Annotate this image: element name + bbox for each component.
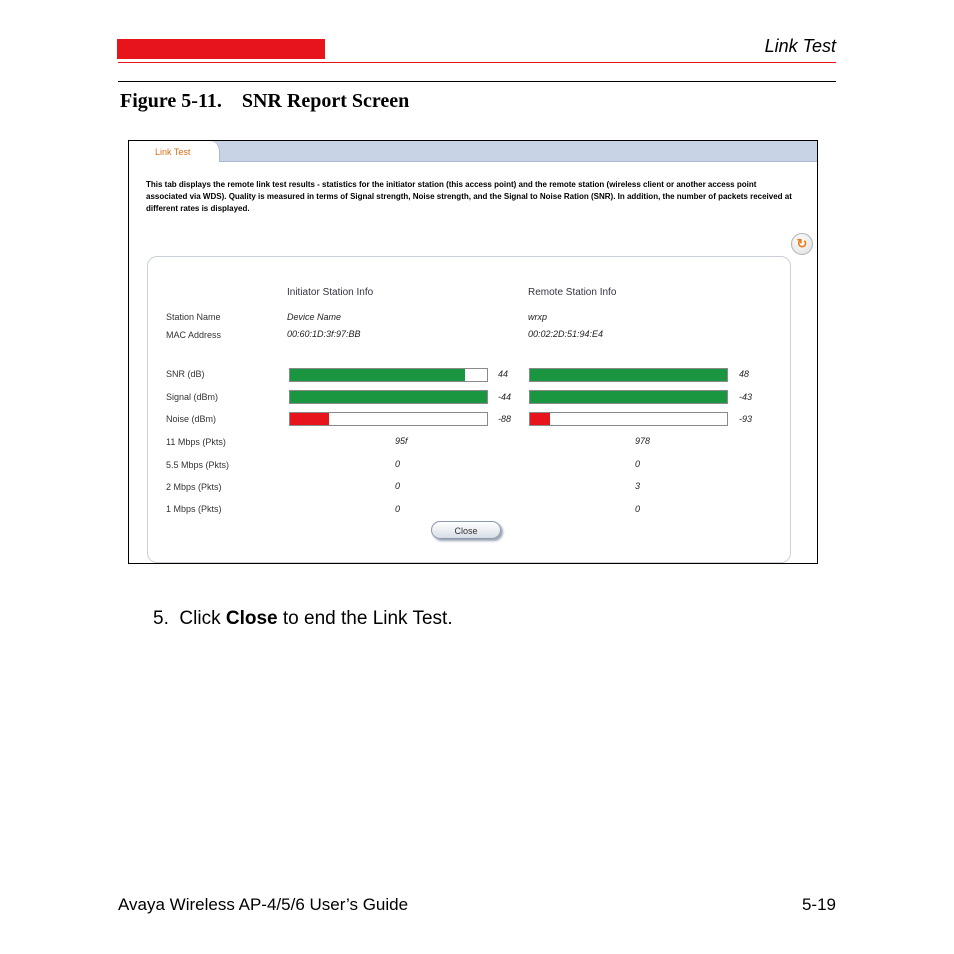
link-test-panel xyxy=(147,256,791,563)
initiator-noise-bar xyxy=(289,412,488,426)
label-rate-5-5: 5.5 Mbps (Pkts) xyxy=(166,460,230,470)
refresh-icon[interactable]: ↻ xyxy=(791,233,813,255)
remote-snr-value: 48 xyxy=(739,369,750,379)
label-rate-11: 11 Mbps (Pkts) xyxy=(166,437,226,447)
initiator-station-name: Device Name xyxy=(287,312,342,322)
step-text-bold: Close xyxy=(225,608,278,629)
remote-rate-5-5-count: 0 xyxy=(635,459,641,469)
label-station-name: Station Name xyxy=(166,312,221,322)
label-mac-address: MAC Address xyxy=(166,330,222,340)
initiator-mac-address: 00:60:1D:3f:97:BB xyxy=(287,329,361,339)
tab-description: This tab displays the remote link test results - statistics for the initiator station (this access point) and the remote station (wireless client or another access point associated via WDS). Quality is measured in terms of Signal strength, Noise strength, and the Signal to Noise Ration (SNR). In addition, the number of packets received at different rates is displayed. xyxy=(146,180,792,213)
header-black-rule xyxy=(118,81,836,82)
step-text-post: to end the Link Test. xyxy=(277,608,453,629)
remote-mac-address: 00:02:2D:51:94:E4 xyxy=(528,329,604,339)
initiator-noise-value: -88 xyxy=(498,414,512,424)
initiator-rate-11-count: 95f xyxy=(395,436,408,446)
label-snr: SNR (dB) xyxy=(166,369,205,379)
label-noise: Noise (dBm) xyxy=(166,414,217,424)
remote-rate-2-count: 3 xyxy=(635,481,641,491)
initiator-signal-fill xyxy=(290,391,487,403)
initiator-rate-1-count: 0 xyxy=(395,504,401,514)
remote-snr-bar xyxy=(529,368,728,382)
remote-noise-value: -93 xyxy=(739,414,753,424)
step-instruction xyxy=(153,608,453,630)
close-button[interactable]: Close xyxy=(431,521,501,539)
initiator-snr-fill xyxy=(290,369,465,381)
label-rate-2: 2 Mbps (Pkts) xyxy=(166,482,222,492)
remote-signal-value: -43 xyxy=(739,392,753,402)
remote-column-title: Remote Station Info xyxy=(528,287,617,298)
label-signal: Signal (dBm) xyxy=(166,392,219,402)
remote-noise-bar xyxy=(529,412,728,426)
footer-page-number: 5-19 xyxy=(801,895,836,914)
step-text-pre: Click xyxy=(179,608,226,629)
label-rate-1: 1 Mbps (Pkts) xyxy=(166,504,222,514)
remote-noise-fill xyxy=(530,413,550,425)
figure-caption xyxy=(120,90,409,113)
tab-strip xyxy=(129,141,817,162)
initiator-snr-value: 44 xyxy=(498,369,509,379)
remote-snr-fill xyxy=(530,369,727,381)
initiator-signal-value: -44 xyxy=(498,392,512,402)
tab-link-test-label: Link Test xyxy=(155,147,191,157)
remote-rate-11-count: 978 xyxy=(635,436,651,446)
header-red-bar xyxy=(117,39,325,59)
remote-signal-fill xyxy=(530,391,727,403)
initiator-noise-fill xyxy=(290,413,329,425)
initiator-snr-bar xyxy=(289,368,488,382)
remote-rate-1-count: 0 xyxy=(635,504,641,514)
running-title: Link Test xyxy=(764,36,836,56)
footer-guide-title: Avaya Wireless AP-4/5/6 User’s Guide xyxy=(118,895,409,914)
initiator-signal-bar xyxy=(289,390,488,404)
step-number: 5. xyxy=(153,608,169,629)
figure-title: SNR Report Screen xyxy=(241,90,410,112)
figure-number: Figure 5-11. xyxy=(120,90,222,112)
initiator-column-title: Initiator Station Info xyxy=(287,287,374,298)
initiator-rate-2-count: 0 xyxy=(395,481,401,491)
tab-link-test[interactable] xyxy=(129,141,220,162)
remote-signal-bar xyxy=(529,390,728,404)
header-red-rule xyxy=(118,62,836,63)
initiator-rate-5-5-count: 0 xyxy=(395,459,401,469)
remote-station-name: wrxp xyxy=(528,312,548,322)
snr-report-screenshot xyxy=(128,140,818,564)
